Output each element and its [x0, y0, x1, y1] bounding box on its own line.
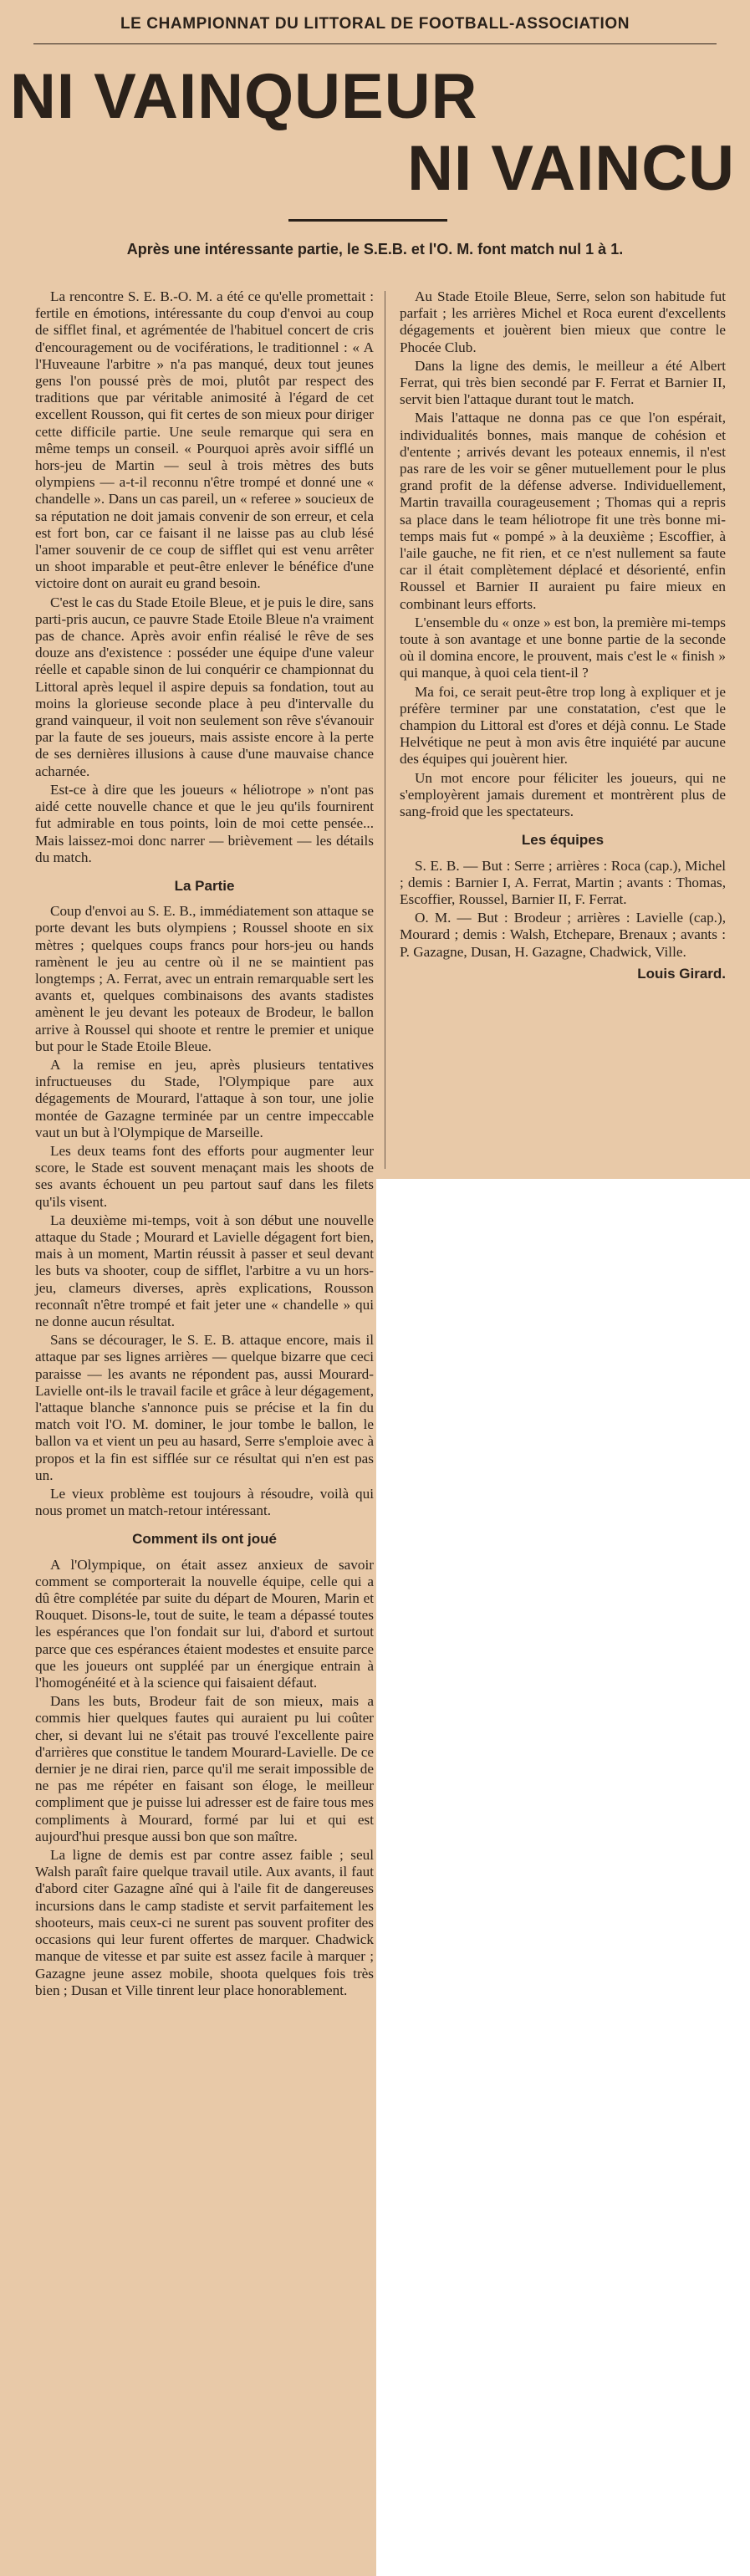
- headline-rule: [288, 219, 447, 222]
- paragraph: Est-ce à dire que les joueurs « héliotrope » n'ont pas aidé cette nouvelle chance et que le jeu qu'ils fournirent fut admirable en tous points, loin de moi cette pensée... Mais laissez-moi donc narrer — brièvement — les détails du match.: [35, 781, 374, 865]
- paragraph: Au Stade Etoile Bleue, Serre, selon son habitude fut parfait ; les arrières Michel et Roca eurent d'excellents dégagements et jouèrent bien mieux que contre le Phocée Club.: [400, 288, 726, 355]
- subheadline: Après une intéressante partie, le S.E.B. et l'O. M. font match nul 1 à 1.: [126, 241, 624, 258]
- paragraph: Les deux teams font des efforts pour augmenter leur score, le Stade est souvent menaçant mais les shoots de ses avants échouent un peu partout sauf dans les filets qu'ils visent.: [35, 1142, 374, 1210]
- paragraph: Coup d'envoi au S. E. B., immédiatement son attaque se porte devant les buts olympiens ; Roussel shoote en six mètres ; quelques coups francs pour hors-jeu ou hands ramènent le jeu au centre où il ne se maintient pas longtemps ; A. Ferrat, avec un entrain remarquable sert les avants et, quelques combinaisons des avants stadistes amènent le jeu devant les poteaux de Brodeur, le ballon arrive à Roussel qui shoote et rentre le premier et unique but pour le Stade Etoile Bleue.: [35, 903, 374, 1054]
- paragraph: La rencontre S. E. B.-O. M. a été ce qu'elle promettait : fertile en émotions, intéressante du coup d'envoi au coup de sifflet final, et agrémentée de l'habituel concert de cris d'encouragement ou de vociférations, le traditionnel : « A l'Huveaune l'arbitre » n'a pas manqué, deux tout jeunes gens l'on poussé près de moi, plutôt par respect des traditions que par véritable animosité à l'égard de cet excellent Rousson, qui fit certes de son mieux pour diriger cette difficile partie. Une seule remarque qui sera en même temps un conseil. « Pourquoi après avoir sifflé un hors-jeu de Martin — seul à trois mètres des buts olympiens — a-t-il reconnu n'être trompé et donné une « chandelle ». Dans un cas pareil, un « referee » soucieux de sa réputation ne doit jamais convenir de son erreur, et cela est fort bon, car ce faisant il ne laisse pas au club lésé l'amer souvenir de ce coup de sifflet qui est venu arrêter un shoot imparable et peut-être enlever le bénéfice d'une victoire dont on aurait eu grand besoin.: [35, 288, 374, 592]
- paragraph: Dans la ligne des demis, le meilleur a été Albert Ferrat, qui très bien secondé par F. Ferrat et Barnier II, servit bien l'attaque durant tout le match.: [400, 357, 726, 408]
- paragraph: L'ensemble du « onze » est bon, la première mi-temps toute à son avantage et une bonne partie de la seconde où il domina encore, le prouvent, mais c'est le « finish » qui manque, à quoi cela tient-il ?: [400, 614, 726, 681]
- paragraph: Dans les buts, Brodeur fait de son mieux, mais a commis hier quelques fautes qui auraient pu lui coûter cher, si devant lui ne s'était pas trouvé l'excellente paire d'arrières que constitue le tandem Mourard-Lavielle. De ce dernier je ne dirai rien, parce qu'il me serait impossible de ne pas me répéter en faisant son éloge, le meilleur compliment que je puisse lui adresser est de faire tous mes compliments à Mourard, formé par lui et qui est aujourd'hui presque aussi bon que son maître.: [35, 1693, 374, 1844]
- paragraph: Ma foi, ce serait peut-être trop long à expliquer et je préfère terminer par une constatation, c'est que le champion du Littoral est d'ores et déjà connu. Le Stade Helvétique ne peut à mon avis être inquiété par aucune des équipes qui jouèrent hier.: [400, 683, 726, 768]
- article-column-2: [400, 288, 726, 982]
- paragraph: La ligne de demis est par contre assez faible ; seul Walsh paraît faire quelque travail utile. Aux avants, il faut d'abord citer Gazagne aîné qui à l'aile fit de dangereuses incursions dans le camp stadiste et servit parfaitement les shooteurs, mais ceux-ci ne surent pas souvent profiter des occasions qui leur furent offertes de marquer. Chadwick manque de vitesse et par suite est assez facile à marquer ; Gazagne jeune assez mobile, shoota quelques fois très bien ; Dusan et Ville tinrent leur place honorablement.: [35, 1847, 374, 1998]
- author-signature: Louis Girard.: [637, 965, 726, 982]
- paragraph: Un mot encore pour féliciter les joueurs, qui ne s'employèrent jamais durement et montrèrent plus de sang-froid que les spectateurs.: [400, 769, 726, 820]
- paragraph: C'est le cas du Stade Etoile Bleue, et je puis le dire, sans parti-pris aucun, ce pauvre Stade Etoile Bleue n'a vraiment pas de chance. Après avoir enfin réalisé le rêve de ses douze ans d'existence : posséder une équipe d'une valeur réelle et capable sinon de lui conquérir ce championnat du Littoral après lequel il aspire depuis sa fondation, tout au moins la glorieuse seconde place à peu d'intervalle du grand vainqueur, il voit non seulement son rêve s'évanouir par la faute de ses joueurs, mais assiste encore à la perte de ses dernières illusions à cause d'une mauvaise chance acharnée.: [35, 594, 374, 779]
- paragraph: Mais l'attaque ne donna pas ce que l'on espérait, individualités bonnes, mais manque de cohésion et d'entente ; arrivés devant les poteaux ennemis, il n'est pas rare de les voir se gêner mutuellement pour le plus grand profit de la défense adverse. Individuellement, Martin travailla courageusement ; Thomas qui a repris sa place dans le team héliotrope fit une très bonne mi-temps mais fut « pompé » à la deuxième ; Escoffier, à l'aile gauche, ne fit rien, et ce n'est nullement sa faute car il était complètement déplacé et désorienté, enfin Roussel et Barnier II auraient pu faire mieux en combinant leurs efforts.: [400, 410, 726, 612]
- paragraph: La deuxième mi-temps, voit à son début une nouvelle attaque du Stade ; Mourard et Lavielle dégagent fort bien, mais à un moment, Martin réussit à passer et seul devant les buts va shooter, coup de sifflet, l'arbitre a vu un hors-jeu, clameurs diverses, après explications, Rousson reconnaît n'être trompé et fait jeter une « chandelle » qui ne donne aucun résultat.: [35, 1211, 374, 1329]
- paragraph: Sans se décourager, le S. E. B. attaque encore, mais il attaque par ses lignes arrières — quelque bizarre que ceci paraisse — les avants ne répondent pas, aussi Mourard-Lavielle ont-ils le travail facile et grâce à leur dégagement, l'attaque blanche s'annonce puis se précise et la fin du match voit l'O. M. dominer, le jour tombe le ballon, le ballon va et vient un peu au hasard, Serre s'emploie avec à propos et la fin est sifflée sur ce résultat qui n'en est pas un.: [35, 1332, 374, 1483]
- headline-line-2: NI VAINCU: [407, 133, 735, 204]
- rubric-divider: [33, 43, 717, 44]
- rubric: LE CHAMPIONNAT DU LITTORAL DE FOOTBALL-ASSOCIATION: [120, 15, 630, 33]
- team-lineup: S. E. B. — But : Serre ; arrières : Roca (cap.), Michel ; demis : Barnier I, A. Ferrat, Martin ; avants : Thomas, Escoffier, Roussel, Barnier II, F. Ferrat.: [400, 857, 726, 907]
- section-title-teams: Les équipes: [521, 832, 605, 849]
- section-title-partie: La Partie: [174, 877, 235, 894]
- article-column-1: [35, 288, 374, 2001]
- team-lineup: O. M. — But : Brodeur ; arrières : Lavielle (cap.), Mourard ; demis : Walsh, Etchepare, Brenaux ; avants : P. Gazagne, Dusan, H. Gazagne, Chadwick, Ville.: [400, 910, 726, 960]
- section-title-comment: Comment ils ont joué: [132, 1531, 277, 1548]
- paragraph: A l'Olympique, on était assez anxieux de savoir comment se comporterait la nouvelle équipe, celle qui a dû être complétée par suite du départ de Mouren, Marin et Rouquet. Disons-le, tout de suite, le team a dépassé toutes les espérances que l'on fondait sur lui, d'abord et surtout parce que ces espérances étaient modestes et ensuite parce que les joueurs ont suppléé par un énergique entrain à l'homogénéité et à la science qui faisaient défaut.: [35, 1556, 374, 1691]
- paragraph: Le vieux problème est toujours à résoudre, voilà qui nous promet un match-retour intéressant.: [35, 1486, 374, 1519]
- headline-line-1: NI VAINQUEUR: [10, 61, 478, 132]
- paragraph: A la remise en jeu, après plusieurs tentatives infructueuses du Stade, l'Olympique pare aux dégagements de Mourard, l'attaque à son tour, une jolie montée de Gazagne terminée par un centre impeccable vaut un but à l'Olympique de Marseille.: [35, 1056, 374, 1140]
